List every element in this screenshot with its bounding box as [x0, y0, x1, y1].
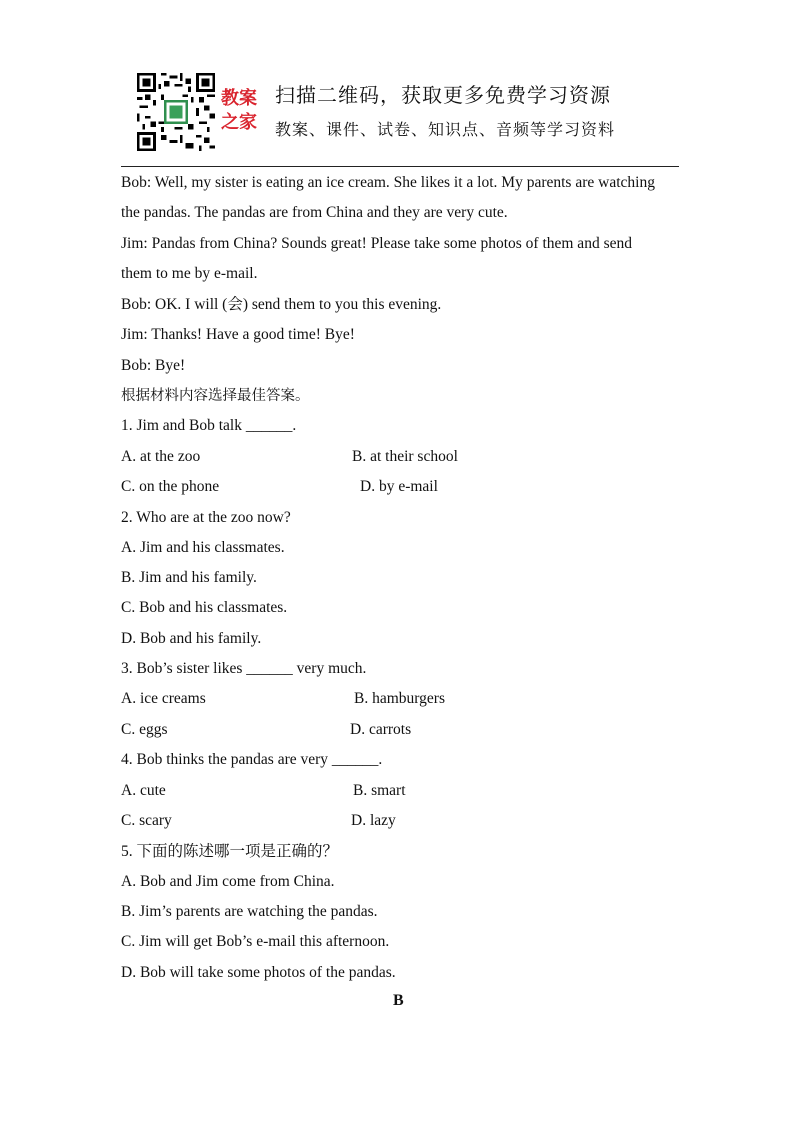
- brand-logo-text: [221, 87, 265, 135]
- option-d: D. Bob will take some photos of the pandas.: [121, 964, 396, 981]
- option-d: D. lazy: [351, 812, 396, 829]
- option-c: C. Bob and his classmates.: [121, 599, 288, 616]
- qr-code-icon: [137, 73, 215, 151]
- header-subslogan: 教案、课件、试卷、知识点、音频等学习资料: [275, 120, 616, 139]
- section-label: B: [393, 992, 404, 1009]
- option-b: B. hamburgers: [354, 690, 445, 707]
- option-a: A. at the zoo: [121, 448, 201, 465]
- option-c: C. scary: [121, 812, 172, 829]
- dialogue-line: Bob: Well, my sister is eating an ice cream. She likes it a lot. My parents are watching: [121, 174, 655, 191]
- option-c: C. on the phone: [121, 478, 220, 495]
- option-a: A. Jim and his classmates.: [121, 539, 285, 556]
- instruction: 根据材料内容选择最佳答案。: [121, 388, 310, 404]
- brand-line-2: 之家: [221, 112, 257, 133]
- question-5: 5. 下面的陈述哪一项是正确的？: [121, 843, 339, 860]
- option-a: A. ice creams: [121, 690, 206, 707]
- header-divider: [121, 166, 679, 167]
- page-header: [137, 73, 682, 153]
- question-3: 3. Bob’s sister likes ______ very much.: [121, 660, 367, 677]
- option-c: C. eggs: [121, 721, 168, 738]
- dialogue-line: Bob: OK. I will (会) send them to you this evening.: [121, 296, 442, 313]
- question-4: 4. Bob thinks the pandas are very ______.: [121, 751, 383, 768]
- dialogue-line: the pandas. The pandas are from China and they are very cute.: [121, 204, 508, 221]
- brand-line-1: 教案: [221, 88, 257, 109]
- option-b: B. at their school: [352, 448, 458, 465]
- question-1: 1. Jim and Bob talk ______.: [121, 417, 297, 434]
- option-a: A. Bob and Jim come from China.: [121, 873, 335, 890]
- dialogue-line: Bob: Bye!: [121, 357, 186, 374]
- dialogue-line: them to me by e-mail.: [121, 265, 258, 282]
- header-slogan: 扫描二维码，获取更多免费学习资源: [275, 83, 611, 107]
- question-2: 2. Who are at the zoo now?: [121, 509, 291, 526]
- option-a: A. cute: [121, 782, 166, 799]
- dialogue-line: Jim: Thanks! Have a good time! Bye!: [121, 326, 355, 343]
- dialogue-line: Jim: Pandas from China? Sounds great! Please take some photos of them and send: [121, 235, 632, 252]
- option-d: D. carrots: [350, 721, 412, 738]
- option-c: C. Jim will get Bob’s e-mail this afternoon.: [121, 933, 390, 950]
- option-b: B. Jim’s parents are watching the pandas.: [121, 903, 378, 920]
- option-d: D. Bob and his family.: [121, 630, 262, 647]
- option-b: B. Jim and his family.: [121, 569, 257, 586]
- option-b: B. smart: [353, 782, 406, 799]
- option-d: D. by e-mail: [360, 478, 438, 495]
